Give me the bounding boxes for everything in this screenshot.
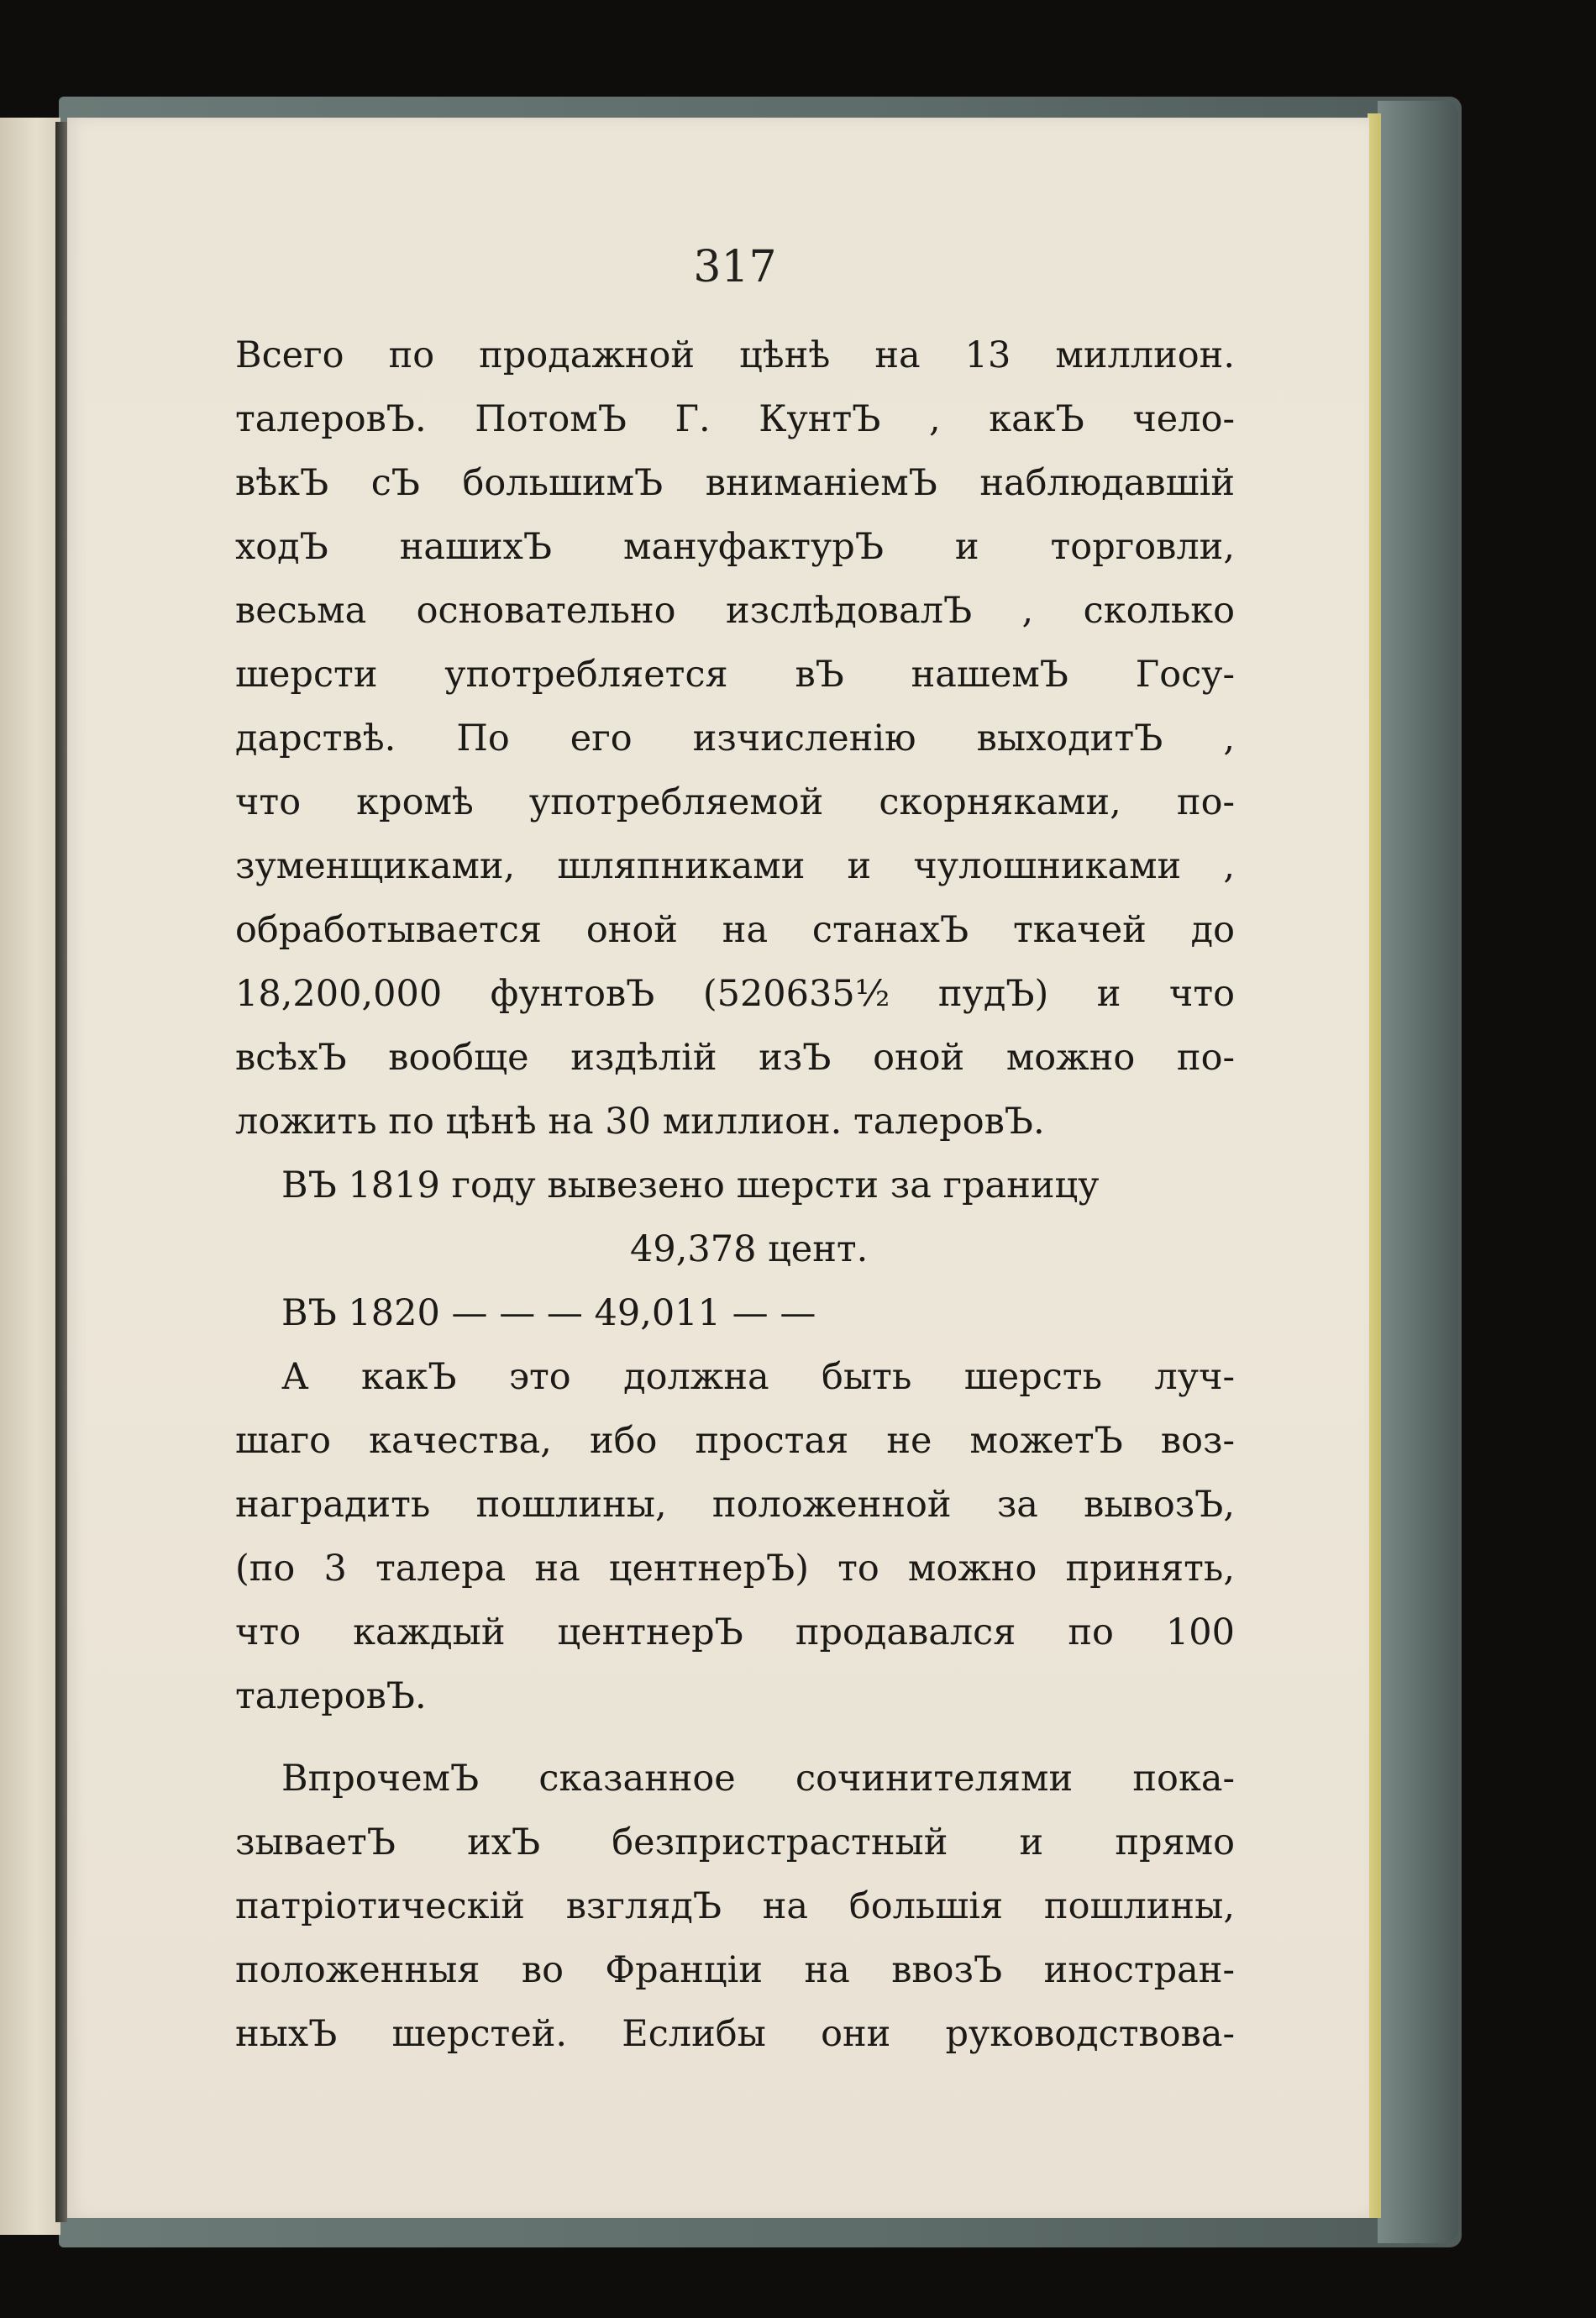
text-line: ВпрочемЪ сказанное сочинителями пока- — [281, 1758, 1235, 1800]
book-page — [67, 118, 1369, 2218]
text-line: ложить по цѣнѣ на 30 миллион. талеровЪ. — [235, 1101, 1045, 1143]
text-line: зуменщиками, шляпниками и чулошниками , — [235, 845, 1235, 887]
book-gutter — [55, 122, 67, 2222]
text-line: патріотическій взглядЪ на большія пошлины, — [235, 1885, 1235, 1927]
text-line: наградить пошлины, положенной за вывозЪ, — [235, 1484, 1235, 1526]
text-line: талеровЪ. — [235, 1675, 427, 1717]
text-line: А какЪ это должна быть шерсть луч- — [281, 1356, 1235, 1398]
text-line: положенныя во Франціи на ввозЪ иностран- — [235, 1949, 1235, 1991]
text-line: шаго качества, ибо простая не можетЪ воз- — [235, 1420, 1235, 1462]
text-line: ВЪ 1820 — — — 49,011 — — — [281, 1292, 816, 1334]
text-line: вѣкЪ сЪ большимЪ вниманіемЪ наблюдавшій — [235, 462, 1235, 504]
text-line: ныхЪ шерстей. Еслибы они руководствова- — [235, 2013, 1235, 2055]
text-line: что каждый центнерЪ продавался по 100 — [235, 1611, 1235, 1653]
page-edge-strip — [1368, 113, 1381, 2218]
text-line: 18,200,000 фунтовЪ (520635½ пудЪ) и что — [235, 973, 1235, 1015]
text-line: (по 3 талера на центнерЪ) то можно принять, — [235, 1548, 1235, 1590]
text-line: весьма основательно изслѣдовалЪ , сколько — [235, 590, 1235, 632]
text-line: что кромѣ употребляемой скорняками, по- — [235, 781, 1235, 823]
text-line: дарствѣ. По его изчисленію выходитЪ , — [235, 717, 1235, 760]
page-text — [235, 323, 1235, 2066]
text-line: зываетЪ ихЪ безпристрастный и прямо — [235, 1821, 1235, 1863]
text-line: обработывается оной на станахЪ ткачей до — [235, 909, 1235, 951]
page-number: 317 — [693, 242, 777, 292]
text-line: 49,378 цент. — [630, 1228, 869, 1270]
text-line: ходЪ нашихЪ мануфактурЪ и торговли, — [235, 526, 1235, 568]
text-line: талеровЪ. ПотомЪ Г. КунтЪ , какЪ чело- — [235, 398, 1235, 440]
text-line: ВЪ 1819 году вывезено шерсти за границу — [281, 1164, 1100, 1206]
text-line: шерсти употребляется вЪ нашемЪ Госу- — [235, 654, 1235, 696]
text-line: всѣхЪ вообще издѣлій изЪ оной можно по- — [235, 1037, 1235, 1079]
previous-page-edge — [0, 118, 60, 2235]
cover-edge — [1378, 101, 1458, 2243]
text-line: Всего по продажной цѣнѣ на 13 миллион. — [235, 334, 1235, 376]
